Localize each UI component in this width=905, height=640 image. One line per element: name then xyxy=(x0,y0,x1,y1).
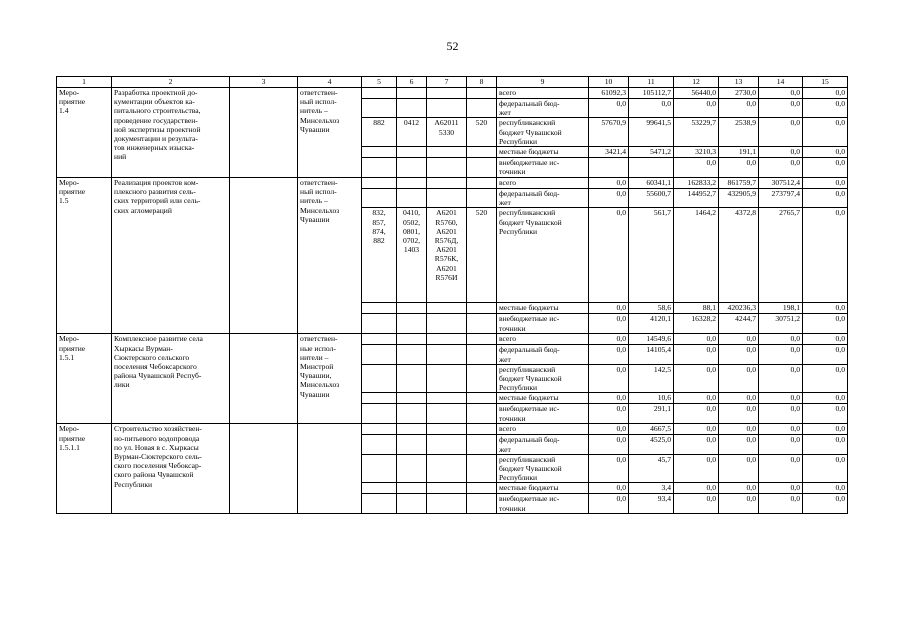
amount-cell: 3210,3 xyxy=(674,147,719,158)
code-cell xyxy=(427,158,467,178)
code-cell xyxy=(467,303,497,314)
funding-source: внебюджетные ис- точники xyxy=(497,158,589,178)
code-cell xyxy=(467,424,497,435)
amount-cell: 45,7 xyxy=(629,454,674,483)
expense-type-code: 520 xyxy=(467,118,497,147)
amount-cell: 55600,7 xyxy=(629,189,674,208)
amount-cell: 0,0 xyxy=(759,404,803,424)
table-row xyxy=(57,424,848,435)
amount-cell: 0,0 xyxy=(589,454,629,483)
code-cell xyxy=(362,483,397,494)
expense-type-code xyxy=(467,454,497,483)
column-number-header: 14 xyxy=(759,77,803,88)
amount-cell: 0,0 xyxy=(759,158,803,178)
code-cell xyxy=(427,303,467,314)
amount-cell: 0,0 xyxy=(759,454,803,483)
amount-cell: 0,0 xyxy=(589,99,629,118)
event-title: Разработка проектной до- кументации объектов ка- питального строительства, проведение государствен- ной экспертизы проектной документации и результа- тов инженерных изыска- ний xyxy=(112,88,230,178)
amount-cell: 0,0 xyxy=(719,158,759,178)
code-cell xyxy=(427,424,467,435)
amount-cell: 0,0 xyxy=(803,147,848,158)
amount-cell: 0,0 xyxy=(589,424,629,435)
amount-cell: 191,1 xyxy=(719,147,759,158)
amount-cell: 14105,4 xyxy=(629,345,674,364)
amount-cell: 0,0 xyxy=(803,189,848,208)
amount-cell: 53229,7 xyxy=(674,118,719,147)
amount-cell: 61092,3 xyxy=(589,88,629,99)
amount-cell: 0,0 xyxy=(589,494,629,514)
code-cell xyxy=(467,147,497,158)
code-cell xyxy=(397,158,427,178)
amount-cell: 0,0 xyxy=(803,314,848,334)
code-cell xyxy=(467,314,497,334)
code-cell xyxy=(427,483,467,494)
amount-cell: 0,0 xyxy=(719,483,759,494)
code-cell xyxy=(397,147,427,158)
amount-cell: 0,0 xyxy=(674,393,719,404)
amount-cell: 0,0 xyxy=(674,454,719,483)
funding-source: внебюджетные ис- точники xyxy=(497,494,589,514)
amount-cell: 0,0 xyxy=(803,424,848,435)
code-cell xyxy=(397,404,427,424)
amount-cell: 0,0 xyxy=(803,334,848,345)
code-cell xyxy=(362,178,397,189)
column-number-header: 15 xyxy=(803,77,848,88)
column-number-header: 11 xyxy=(629,77,674,88)
amount-cell: 0,0 xyxy=(803,303,848,314)
funding-source: местные бюджеты xyxy=(497,303,589,314)
amount-cell: 0,0 xyxy=(719,364,759,393)
column-number-header: 10 xyxy=(589,77,629,88)
amount-cell: 0,0 xyxy=(589,483,629,494)
funding-source: местные бюджеты xyxy=(497,393,589,404)
amount-cell: 0,0 xyxy=(759,118,803,147)
target-article-code xyxy=(427,454,467,483)
amount-cell: 0,0 xyxy=(589,404,629,424)
funding-source: всего xyxy=(497,424,589,435)
amount-cell: 0,0 xyxy=(759,345,803,364)
amount-cell: 0,0 xyxy=(719,454,759,483)
code-cell xyxy=(362,345,397,364)
funding-source: республиканский бюджет Чувашской Республики xyxy=(497,208,589,303)
amount-cell: 273797,4 xyxy=(759,189,803,208)
amount-cell: 142,5 xyxy=(629,364,674,393)
amount-cell: 0,0 xyxy=(589,303,629,314)
amount-cell: 0,0 xyxy=(803,454,848,483)
responsible-executor: ответствен- ные испол- нители – Минстрой Чувашии, Минсельхоз Чувашии xyxy=(298,334,362,424)
section-code: 0410, 0502, 0801, 0702, 1403 xyxy=(397,208,427,303)
amount-cell: 0,0 xyxy=(803,393,848,404)
code-cell xyxy=(427,345,467,364)
empty-cell xyxy=(230,178,298,334)
code-cell xyxy=(362,424,397,435)
amount-cell: 0,0 xyxy=(674,345,719,364)
code-cell xyxy=(427,88,467,99)
code-cell xyxy=(397,99,427,118)
code-cell xyxy=(427,147,467,158)
code-cell xyxy=(467,178,497,189)
code-cell xyxy=(397,178,427,189)
code-cell xyxy=(427,178,467,189)
code-cell xyxy=(397,189,427,208)
funding-source: всего xyxy=(497,88,589,99)
amount-cell: 0,0 xyxy=(719,494,759,514)
code-cell xyxy=(397,314,427,334)
code-cell xyxy=(362,435,397,454)
funding-source: внебюджетные ис- точники xyxy=(497,404,589,424)
grbs-code: 832, 857, 874, 882 xyxy=(362,208,397,303)
amount-cell: 2538,9 xyxy=(719,118,759,147)
amount-cell: 0,0 xyxy=(803,404,848,424)
code-cell xyxy=(467,189,497,208)
budget-table xyxy=(56,76,848,514)
column-number-header: 12 xyxy=(674,77,719,88)
amount-cell: 93,4 xyxy=(629,494,674,514)
amount-cell: 0,0 xyxy=(629,99,674,118)
amount-cell xyxy=(629,158,674,178)
amount-cell: 30751,2 xyxy=(759,314,803,334)
column-number-header: 3 xyxy=(230,77,298,88)
section-code xyxy=(397,454,427,483)
amount-cell: 0,0 xyxy=(803,118,848,147)
code-cell xyxy=(397,424,427,435)
column-number-header: 13 xyxy=(719,77,759,88)
code-cell xyxy=(427,435,467,454)
event-title: Комплексное развитие села Хыркасы Вурман- Сюктерского сельского поселения Чебоксарского района Чувашской Респуб- лики xyxy=(112,334,230,424)
code-cell xyxy=(362,147,397,158)
code-cell xyxy=(427,189,467,208)
amount-cell: 0,0 xyxy=(803,158,848,178)
amount-cell: 0,0 xyxy=(589,393,629,404)
code-cell xyxy=(427,314,467,334)
amount-cell: 2730,0 xyxy=(719,88,759,99)
amount-cell: 14549,6 xyxy=(629,334,674,345)
code-cell xyxy=(427,393,467,404)
amount-cell: 420236,3 xyxy=(719,303,759,314)
amount-cell: 0,0 xyxy=(719,345,759,364)
code-cell xyxy=(467,483,497,494)
amount-cell: 0,0 xyxy=(759,435,803,454)
funding-source: федеральный бюд- жет xyxy=(497,345,589,364)
column-number-header: 7 xyxy=(427,77,467,88)
amount-cell: 4525,0 xyxy=(629,435,674,454)
grbs-code xyxy=(362,364,397,393)
target-article-code xyxy=(427,364,467,393)
code-cell xyxy=(397,345,427,364)
amount-cell: 0,0 xyxy=(803,494,848,514)
code-cell xyxy=(397,334,427,345)
amount-cell: 0,0 xyxy=(589,334,629,345)
amount-cell: 0,0 xyxy=(803,364,848,393)
amount-cell: 0,0 xyxy=(759,88,803,99)
code-cell xyxy=(362,393,397,404)
amount-cell: 0,0 xyxy=(674,158,719,178)
amount-cell: 0,0 xyxy=(589,178,629,189)
amount-cell: 0,0 xyxy=(759,393,803,404)
code-cell xyxy=(362,494,397,514)
section-code: 0412 xyxy=(397,118,427,147)
code-cell xyxy=(397,435,427,454)
amount-cell: 0,0 xyxy=(803,178,848,189)
code-cell xyxy=(427,494,467,514)
amount-cell: 4120,1 xyxy=(629,314,674,334)
amount-cell: 0,0 xyxy=(589,208,629,303)
funding-source: федеральный бюд- жет xyxy=(497,189,589,208)
amount-cell: 0,0 xyxy=(589,189,629,208)
amount-cell: 0,0 xyxy=(674,99,719,118)
amount-cell: 10,6 xyxy=(629,393,674,404)
code-cell xyxy=(397,483,427,494)
amount-cell: 0,0 xyxy=(674,364,719,393)
amount-cell: 4667,5 xyxy=(629,424,674,435)
amount-cell: 0,0 xyxy=(803,99,848,118)
code-cell xyxy=(467,158,497,178)
code-cell xyxy=(467,393,497,404)
funding-source: местные бюджеты xyxy=(497,147,589,158)
amount-cell: 1464,2 xyxy=(674,208,719,303)
funding-source: республиканский бюджет Чувашской Республики xyxy=(497,118,589,147)
code-cell xyxy=(362,303,397,314)
amount-cell: 4244,7 xyxy=(719,314,759,334)
code-cell xyxy=(427,404,467,424)
code-cell xyxy=(362,314,397,334)
amount-cell: 0,0 xyxy=(759,99,803,118)
amount-cell: 0,0 xyxy=(803,345,848,364)
amount-cell: 56440,0 xyxy=(674,88,719,99)
section-code xyxy=(397,364,427,393)
amount-cell: 3,4 xyxy=(629,483,674,494)
event-number: Меро- приятие 1.5.1.1 xyxy=(57,424,112,514)
column-number-header: 6 xyxy=(397,77,427,88)
empty-cell xyxy=(230,334,298,424)
amount-cell: 0,0 xyxy=(719,424,759,435)
event-number: Меро- приятие 1.5 xyxy=(57,178,112,334)
amount-cell: 291,1 xyxy=(629,404,674,424)
amount-cell: 2765,7 xyxy=(759,208,803,303)
amount-cell: 5471,2 xyxy=(629,147,674,158)
code-cell xyxy=(397,88,427,99)
column-number-header: 2 xyxy=(112,77,230,88)
grbs-code xyxy=(362,454,397,483)
amount-cell: 0,0 xyxy=(674,424,719,435)
amount-cell: 198,1 xyxy=(759,303,803,314)
code-cell xyxy=(427,334,467,345)
table-row xyxy=(57,88,848,99)
column-number-header: 4 xyxy=(298,77,362,88)
table-row xyxy=(57,334,848,345)
amount-cell: 0,0 xyxy=(589,314,629,334)
column-number-header: 5 xyxy=(362,77,397,88)
code-cell xyxy=(467,435,497,454)
column-number-header: 1 xyxy=(57,77,112,88)
amount-cell: 0,0 xyxy=(719,334,759,345)
amount-cell: 105112,7 xyxy=(629,88,674,99)
amount-cell: 60341,1 xyxy=(629,178,674,189)
responsible-executor: ответствен- ный испол- нитель – Минсельхоз Чувашии xyxy=(298,88,362,178)
amount-cell: 861759,7 xyxy=(719,178,759,189)
amount-cell: 0,0 xyxy=(674,334,719,345)
amount-cell: 307512,4 xyxy=(759,178,803,189)
code-cell xyxy=(467,345,497,364)
amount-cell: 144952,7 xyxy=(674,189,719,208)
grbs-code: 882 xyxy=(362,118,397,147)
header-row xyxy=(57,77,848,88)
code-cell xyxy=(427,99,467,118)
amount-cell: 0,0 xyxy=(719,404,759,424)
page-number: 52 xyxy=(446,39,459,53)
event-number: Меро- приятие 1.4 xyxy=(57,88,112,178)
code-cell xyxy=(397,494,427,514)
funding-source: местные бюджеты xyxy=(497,483,589,494)
amount-cell: 0,0 xyxy=(759,483,803,494)
code-cell xyxy=(467,494,497,514)
amount-cell: 0,0 xyxy=(674,483,719,494)
amount-cell: 0,0 xyxy=(674,435,719,454)
code-cell xyxy=(467,99,497,118)
funding-source: всего xyxy=(497,334,589,345)
code-cell xyxy=(362,189,397,208)
amount-cell: 0,0 xyxy=(719,393,759,404)
code-cell xyxy=(397,303,427,314)
target-article-code: А62011 5330 xyxy=(427,118,467,147)
target-article-code: А6201 R5760, А6201 R576Д, А6201 R576К, А6201 R576И xyxy=(427,208,467,303)
amount-cell: 88,1 xyxy=(674,303,719,314)
column-number-header: 9 xyxy=(497,77,589,88)
amount-cell: 0,0 xyxy=(674,404,719,424)
amount-cell: 0,0 xyxy=(803,88,848,99)
funding-source: федеральный бюд- жет xyxy=(497,435,589,454)
code-cell xyxy=(362,99,397,118)
amount-cell: 0,0 xyxy=(759,364,803,393)
amount-cell: 0,0 xyxy=(803,483,848,494)
table-row xyxy=(57,178,848,189)
amount-cell: 0,0 xyxy=(759,424,803,435)
code-cell xyxy=(362,158,397,178)
amount-cell: 0,0 xyxy=(719,99,759,118)
amount-cell: 0,0 xyxy=(803,208,848,303)
amount-cell: 0,0 xyxy=(589,435,629,454)
amount-cell: 0,0 xyxy=(759,147,803,158)
amount-cell: 0,0 xyxy=(759,494,803,514)
code-cell xyxy=(362,88,397,99)
amount-cell: 99641,5 xyxy=(629,118,674,147)
amount-cell: 58,6 xyxy=(629,303,674,314)
event-number: Меро- приятие 1.5.1 xyxy=(57,334,112,424)
funding-source: республиканский бюджет Чувашской Республики xyxy=(497,364,589,393)
code-cell xyxy=(362,334,397,345)
amount-cell: 0,0 xyxy=(589,364,629,393)
event-title: Строительство хозяйствен- но-питьевого водопровода по ул. Новая в с. Хыркасы Вурман-Сюктерского сель- ского поселения Чебоксар- ского района Чувашской Республики xyxy=(112,424,230,514)
column-number-header: 8 xyxy=(467,77,497,88)
amount-cell: 0,0 xyxy=(719,435,759,454)
code-cell xyxy=(467,88,497,99)
code-cell xyxy=(362,404,397,424)
funding-source: всего xyxy=(497,178,589,189)
amount-cell: 3421,4 xyxy=(589,147,629,158)
responsible-executor: ответствен- ный испол- нитель – Минсельхоз Чувашии xyxy=(298,178,362,334)
amount-cell: 16328,2 xyxy=(674,314,719,334)
amount-cell: 57670,9 xyxy=(589,118,629,147)
code-cell xyxy=(467,404,497,424)
empty-cell xyxy=(230,88,298,178)
amount-cell: 432905,9 xyxy=(719,189,759,208)
code-cell xyxy=(397,393,427,404)
event-title: Реализация проектов ком- плексного развития сель- ских территорий или сель- ских агломераций xyxy=(112,178,230,334)
amount-cell xyxy=(589,158,629,178)
code-cell xyxy=(467,334,497,345)
amount-cell: 0,0 xyxy=(759,334,803,345)
amount-cell: 0,0 xyxy=(803,435,848,454)
expense-type-code: 520 xyxy=(467,208,497,303)
empty-cell xyxy=(230,424,298,514)
amount-cell: 0,0 xyxy=(589,345,629,364)
responsible-executor xyxy=(298,424,362,514)
funding-source: внебюджетные ис- точники xyxy=(497,314,589,334)
expense-type-code xyxy=(467,364,497,393)
funding-source: республиканский бюджет Чувашской Республики xyxy=(497,454,589,483)
amount-cell: 4372,8 xyxy=(719,208,759,303)
funding-source: федеральный бюд- жет xyxy=(497,99,589,118)
amount-cell: 561,7 xyxy=(629,208,674,303)
amount-cell: 162833,2 xyxy=(674,178,719,189)
amount-cell: 0,0 xyxy=(674,494,719,514)
